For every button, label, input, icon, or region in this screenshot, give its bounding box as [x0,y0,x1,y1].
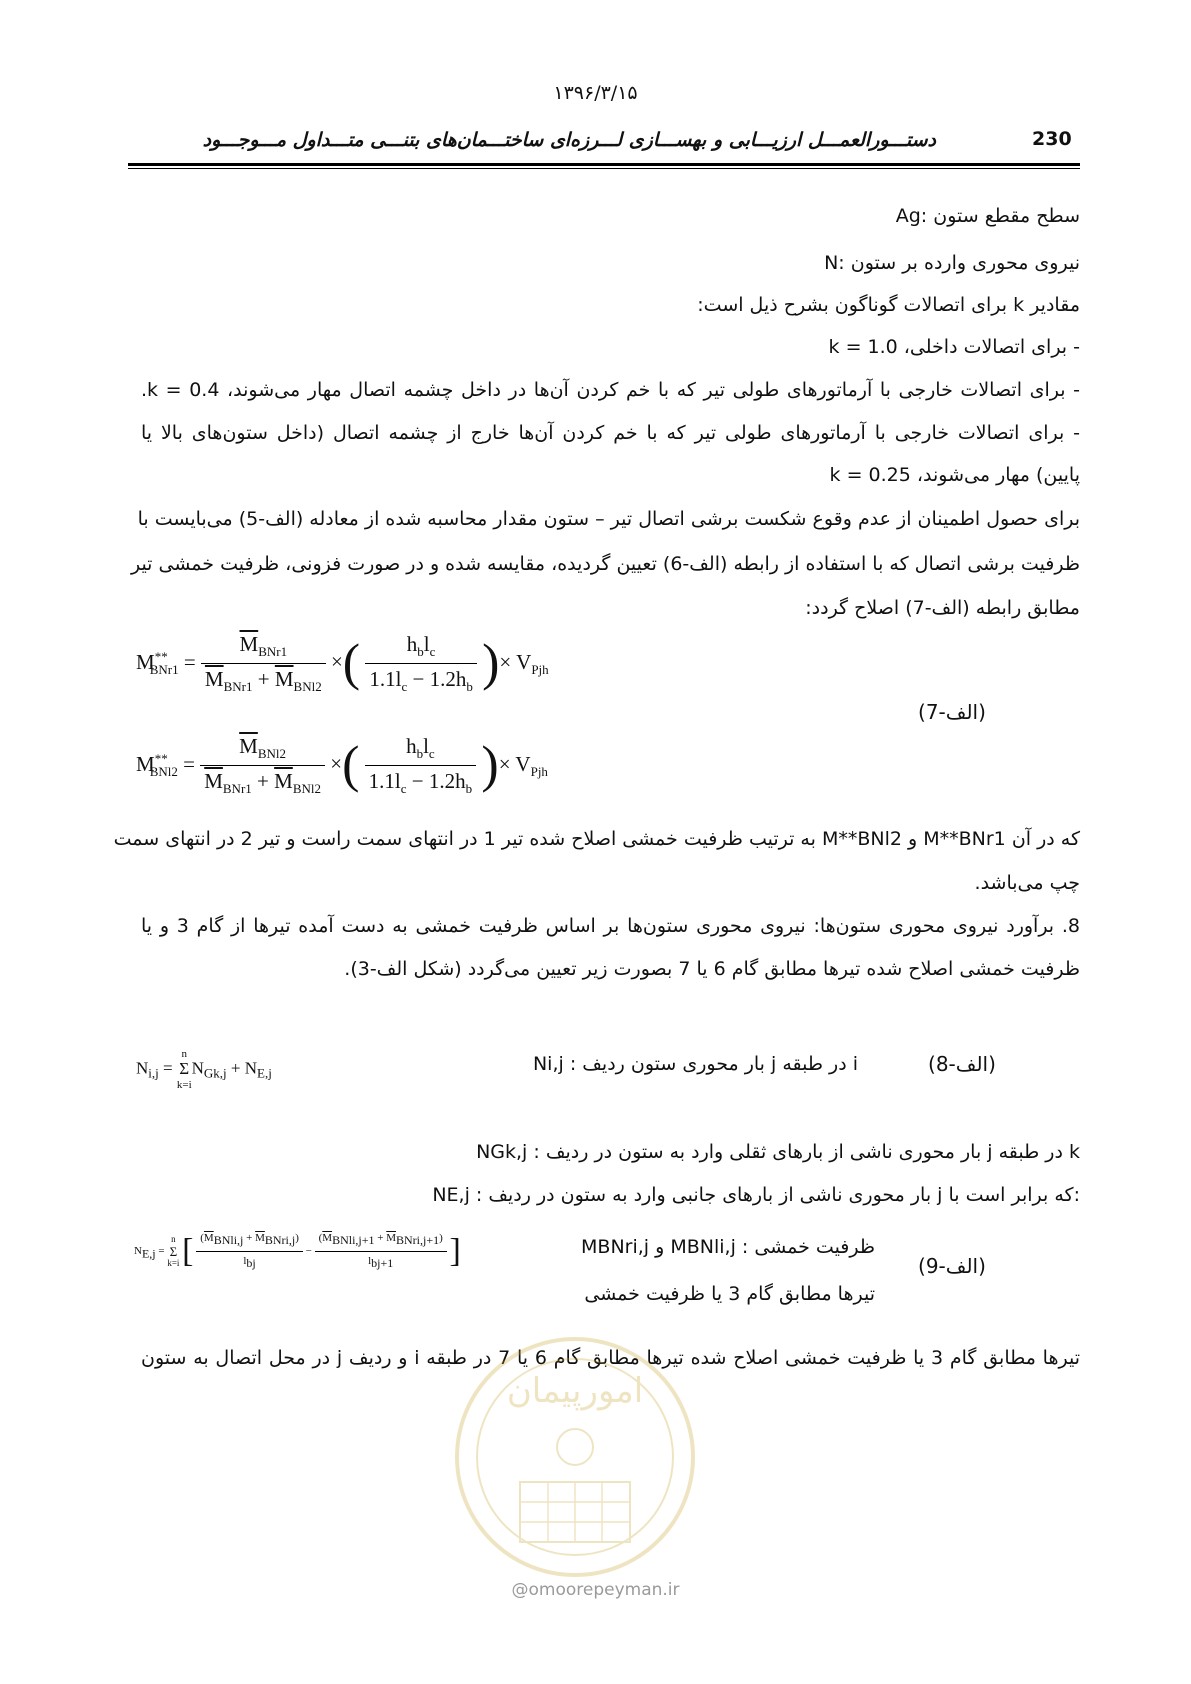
header-rule-thick [128,163,1080,166]
watermark-text: امورپیمان [506,1371,644,1411]
running-title: دستـــورالعمـــل ارزیـــابی و بهســـازی لـــرزه‌ای ساختـــمان‌های بتنـــی متـــداول مـــوجـــود [202,129,936,151]
footer-site: @omoorepeyman.ir [511,1580,680,1600]
para2-line1: که در آن M**BNr1 و M**BNl2 به ترتیب ظرفیت خمشی اصلاح شده تیر 1 در انتهای سمت راست و تیر 2 در انتهای سمت [113,828,1080,850]
step8-line2: ظرفیت خمشی اصلاح شده تیرها مطابق گام 6 یا 7 بصورت زیر تعیین می‌گردد (شکل الف-3). [344,958,1080,980]
k-internal: - برای اتصالات داخلی، k = 1.0 [828,336,1080,358]
eq7-line2: $M^{**}_{BNl2}$ = $\frac{\overline{M}_{BNl2}}{\overline{M}_{BNr1} + \overline{M}_{BNl2}}$ ×( $\frac{h_bl_c}{1.1l_c - 1.2h_b}$ )× $V_{Pjh}$ [136,734,548,797]
eq9-formula: $N_{E,j} = n$ Σ k=i [ $\frac{(\overline{M}_{BNli,j} + \overline{M}_{BNri,j})}{l_{bj}}$ − $\frac{(\overline{M}_{BNli,j+1} + \overline{M}_{BNri,j+1})}{l_{bj+1}}$ ] [134,1232,461,1271]
at-icon: @ [511,1580,529,1600]
def-n: N: نیروی محوری وارده بر ستون [824,252,1080,274]
header-date: ۱۳۹۶/۳/۱۵ [553,82,638,104]
para1-line1: برای حصول اطمینان از عدم وقوع شکست برشی اتصال تیر – ستون مقدار محاسبه شده از معادله (الف-5) می‌بایست با [137,508,1080,530]
def-ag: Ag: سطح مقطع ستون [895,205,1080,227]
eq7-label: (الف-7) [918,700,986,724]
last-line: تیرها مطابق گام 3 یا ظرفیت خمشی اصلاح شده تیرها مطابق گام 6 یا 7 در طبقه i و ردیف j در محل اتصال به ستون [141,1347,1080,1369]
k-external-2a: - برای اتصالات خارجی با آرماتورهای طولی تیر که با خم کردن آن‌ها خارج از چشمه اتصال (داخل ستون‌های بالا یا [141,422,1080,444]
para2-line2: چپ می‌باشد. [974,872,1080,894]
header-rule-thin [128,168,1080,169]
eq8-label: (الف-8) [928,1052,996,1076]
eq8-desc: Ni,j : بار محوری ستون ردیف j در طبقه i [532,1053,858,1075]
para1-line2: ظرفیت برشی اتصال که با استفاده از رابطه (الف-6) تعیین گردیده، مقایسه شده و در صورت فزونی، ظرفیت خمشی تیر [130,553,1080,575]
step8-line1: 8. برآورد نیروی محوری ستون‌ها: نیروی محوری ستون‌ها بر اساس ظرفیت خمشی به دست آمده تیرها از گام 3 و یا [141,915,1080,937]
eq8-formula: $N_{i,j} = n$ Σ $k=iN_{Gk,j} + N_{E,j}$ [136,1048,272,1091]
eq9-label: (الف-9) [918,1254,986,1278]
eq9-desc-2: تیرها مطابق گام 3 یا ظرفیت خمشی [584,1283,875,1305]
k-external-2b: پایین) مهار می‌شوند، k = 0.25 [829,464,1080,486]
watermark-seal [450,1332,700,1582]
k-intro: مقادیر k برای اتصالات گوناگون بشرح ذیل است: [697,294,1080,316]
para1-line3: مطابق رابطه (الف-7) اصلاح گردد: [805,597,1080,619]
eq9-desc-1: MBNri,j و MBNli,j : ظرفیت خمشی [581,1236,875,1258]
k-external-1: - برای اتصالات خارجی با آرماتورهای طولی تیر که با خم کردن آن‌ها در داخل چشمه اتصال مهار می‌شوند، k = 0.4. [141,379,1081,401]
eq7-line1: $M^{**}_{BNr1}$ = $\frac{\overline{M}_{BNr1}}{\overline{M}_{BNr1} + \overline{M}_{BNl2}}$ ×( $\frac{h_bl_c}{1.1l_c - 1.2h_b}$ )× $V_{Pjh}$ [136,632,549,695]
page-number: 230 [1032,128,1072,150]
def-ne: NE,j : بار محوری ناشی از بارهای جانبی وارد به ستون در ردیف j که برابر است با: [432,1184,1080,1206]
def-ngk: NGk,j : بار محوری ناشی از بارهای ثقلی وارد به ستون در ردیف j در طبقه k [476,1141,1080,1163]
